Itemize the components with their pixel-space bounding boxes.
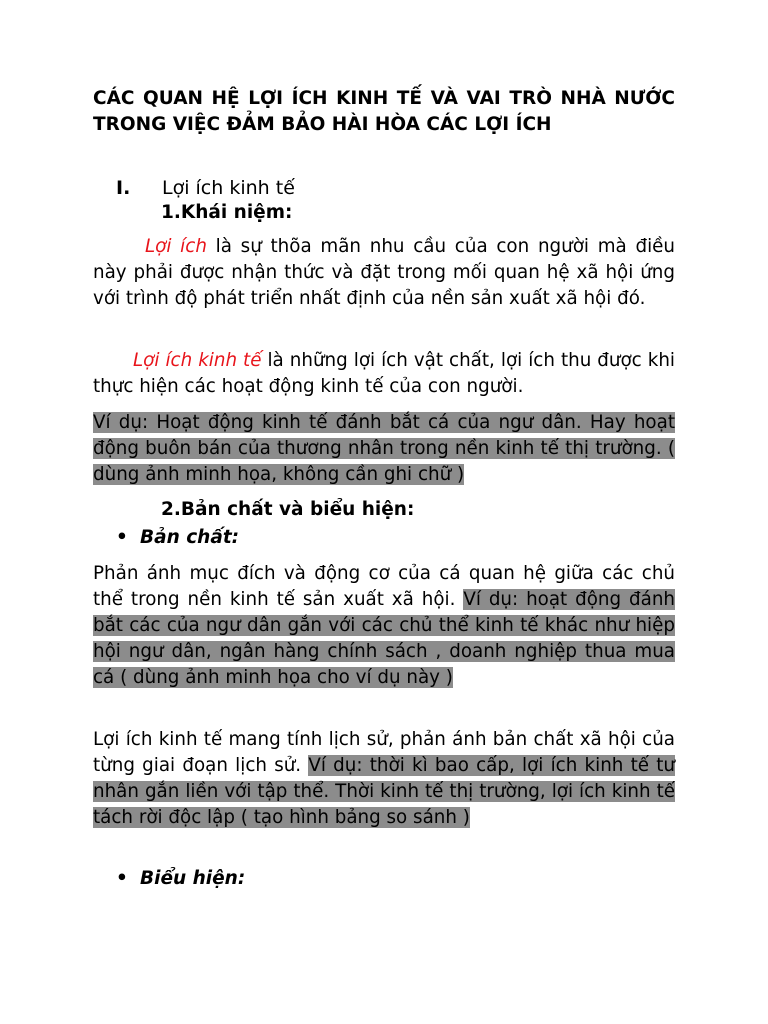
document-title: CÁC QUAN HỆ LỢI ÍCH KINH TẾ VÀ VAI TRÒ NHÀ NƯỚC TRONG VIỆC ĐẢM BẢO HÀI HÒA CÁC LỢI ÍCH	[93, 88, 675, 135]
highlighted-example: Ví dụ: hoạt động đánh bắt các của ngư dân gắn với các chủ thể kinh tế khác như hiệp hội ngư dân, ngân hàng chính sách , doanh nghiệp thua mua cá ( dùng ảnh minh họa cho ví dụ này )	[93, 589, 676, 688]
bullet-dot: •	[116, 527, 128, 548]
paragraph-history	[93, 727, 675, 831]
highlighted-example: Ví dụ: Hoạt động kinh tế đánh bắt cá của ngư dân. Hay hoạt động buôn bán của thương nhân trong nền kinh tế thị trường. ( dùng ảnh minh họa, không cần ghi chữ )	[93, 412, 675, 485]
paragraph-text: Phản ánh mục đích và động cơ của cá quan hệ giữa các chủ thể trong nền kinh tế sản xuất xã hội.	[93, 563, 675, 610]
term-loi-ich: Lợi ích	[145, 236, 207, 257]
bullet-label: Biểu hiện:	[140, 868, 246, 889]
bullet-nature	[116, 525, 239, 551]
paragraph-text: Lợi ích kinh tế mang tính lịch sử, phản ánh bản chất xã hội của từng giai đoạn lịch sử.	[93, 729, 675, 776]
subsection-heading-nature: 2.Bản chất và biểu hiện:	[161, 499, 415, 520]
paragraph-definition-economic-benefit	[93, 348, 675, 400]
example-paragraph	[93, 410, 675, 488]
subsection-heading-concept: 1.Khái niệm:	[161, 202, 293, 223]
bullet-expression	[116, 866, 245, 892]
paragraph-text: là những lợi ích vật chất, lợi ích thu được khi thực hiện các hoạt động kinh tế của con người.	[93, 350, 675, 397]
paragraph-nature	[93, 561, 675, 691]
section-heading	[116, 175, 295, 201]
paragraph-text: là sự thõa mãn nhu cầu của con người mà điều này phải được nhận thức và đặt trong mối quan hệ xã hội ứng với trình độ phát triển nhất định của nền sản xuất xã hội đó.	[93, 236, 675, 309]
highlighted-example: Ví dụ: thời kì bao cấp, lợi ích kinh tế tư nhân gắn liền với tập thể. Thời kinh tế thị trường, lợi ích kinh tế tách rời độc lập ( tạo hình bảng so sánh )	[93, 755, 675, 828]
section-label: Lợi ích kinh tế	[162, 177, 295, 199]
bullet-dot: •	[116, 868, 128, 889]
section-number: I.	[116, 177, 131, 199]
bullet-label: Bản chất:	[140, 527, 240, 548]
term-loi-ich-kinh-te: Lợi ích kinh tế	[133, 350, 262, 371]
paragraph-definition-benefit	[93, 234, 675, 312]
